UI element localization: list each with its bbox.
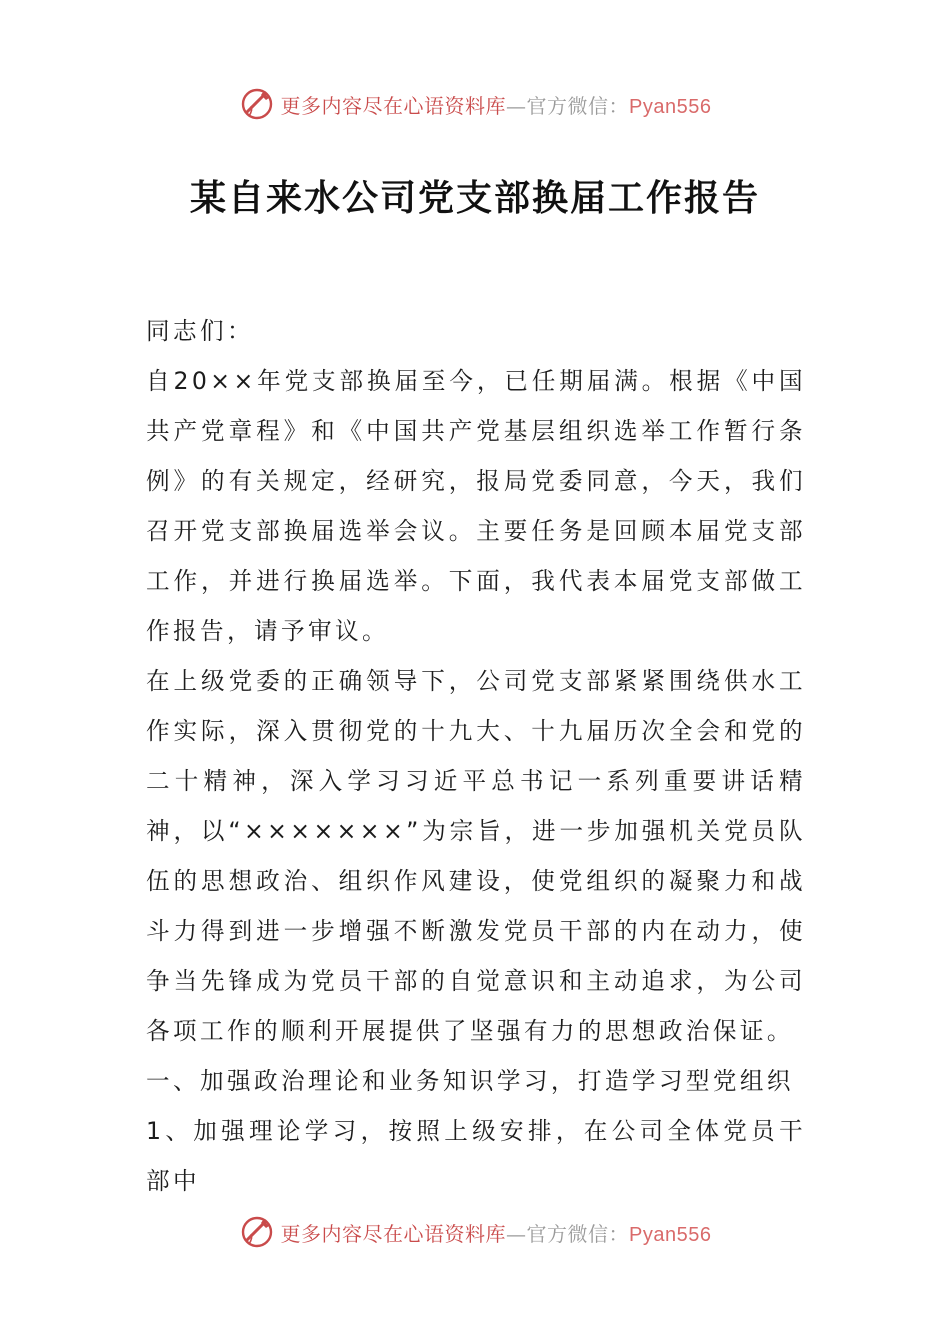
paragraph-1: 自20××年党支部换届至今，已任期届满。根据《中国共产党章程》和《中国共产党基层组织选举工作暂行条例》的有关规定，经研究，报局党委同意，今天，我们召开党支部换届选举会议。主要任务是回顾本届党支部工作，并进行换届选举。下面，我代表本届党支部做工作报告，请予审议。 bbox=[146, 367, 806, 645]
watermark-wechat-id: Pyan556 bbox=[629, 1223, 712, 1246]
watermark-wechat-label: 官方微信： bbox=[526, 93, 630, 118]
document-title: 某自来水公司党支部换届工作报告 bbox=[189, 178, 760, 219]
pen-seal-icon bbox=[239, 1214, 275, 1250]
paragraph-3: 1、加强理论学习，按照上级安排，在公司全体党员干部中 bbox=[146, 1117, 806, 1195]
watermark-wechat-id: Pyan556 bbox=[629, 95, 712, 118]
paragraph-2: 在上级党委的正确领导下，公司党支部紧紧围绕供水工作实际，深入贯彻党的十九大、十九届历次全会和党的二十精神，深入学习习近平总书记一系列重要讲话精神，以“×××××××”为宗旨，进一步加强机关党员队伍的思想政治、组织作风建设，使党组织的凝聚力和战斗力得到进一步增强不断激发党员干部的内在动力，使争当先锋成为党员干部的自觉意识和主动追求，为公司各项工作的顺利开展提供了坚强有力的思想政治保证。 bbox=[146, 667, 806, 1045]
salutation: 同志们： bbox=[146, 317, 254, 345]
watermark-text bbox=[281, 90, 712, 119]
watermark-dash: — bbox=[506, 1221, 527, 1246]
watermark-dash: — bbox=[506, 93, 527, 118]
watermark-banner-top bbox=[0, 80, 950, 128]
watermark-site-name: 更多内容尽在心语资料库 bbox=[280, 1221, 507, 1246]
section-heading-1: 一、加强政治理论和业务知识学习，打造学习型党组织 bbox=[146, 1067, 794, 1095]
document-body bbox=[146, 306, 806, 1206]
pen-seal-icon bbox=[239, 86, 275, 122]
watermark-wechat-label: 官方微信： bbox=[526, 1221, 630, 1246]
watermark-banner-bottom bbox=[0, 1208, 950, 1256]
watermark-site-name: 更多内容尽在心语资料库 bbox=[280, 93, 507, 118]
watermark-text bbox=[281, 1218, 712, 1247]
